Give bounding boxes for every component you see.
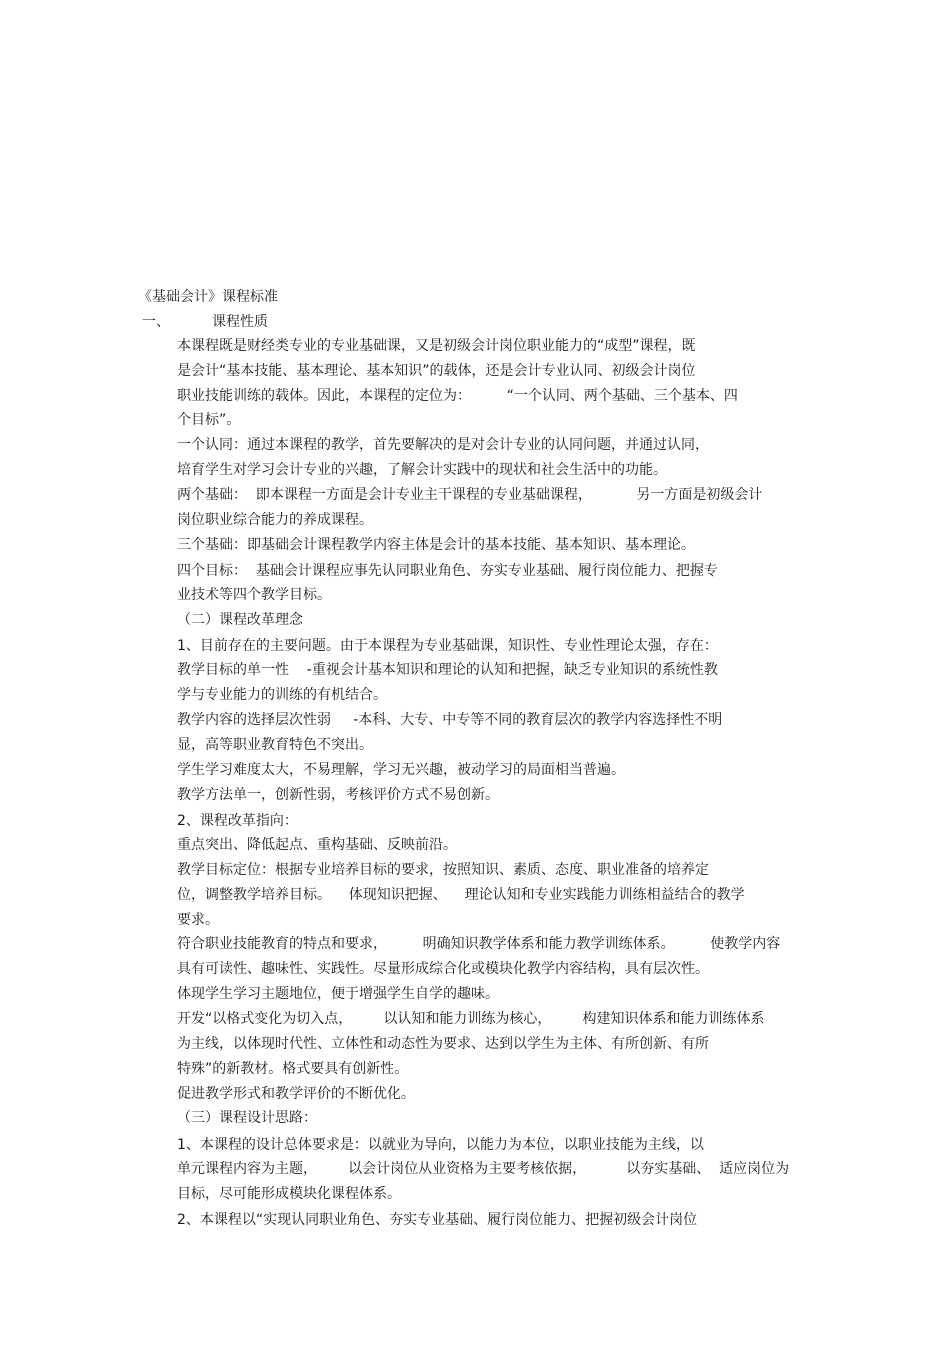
paragraph-line: 为主线，以体现时代性、立体性和动态性为要求、达到以学生为主体、有所创新、有所 [177,1036,709,1052]
paragraph-line: 1、本课程的设计总体要求是：以就业为导向，以能力为本位，以职业技能为主线，以 [177,1137,704,1153]
document-title: 《基础会计》课程标准 [138,289,278,305]
paragraph-line: 个目标”。 [177,412,241,428]
paragraph-line: 本课程既是财经类专业的专业基础课，又是初级会计岗位职业能力的“成型”课程，既 [177,338,696,354]
section-heading: 课程性质 [212,314,268,330]
paragraph-line: 开发“以格式变化为切入点， 以认知和能力训练为核心， 构建知识体系和能力训练体系 [177,1011,765,1027]
paragraph-line: 单元课程内容为主题， 以会计岗位从业资格为主要考核依据， 以夯实基础、 适应岗位为 [177,1161,790,1177]
paragraph-line: 促进教学形式和教学评价的不断优化。 [177,1086,415,1102]
paragraph-line: 2、课程改革指向： [177,813,298,829]
paragraph-line: 具有可读性、趣味性、实践性。尽量形成综合化或模块化教学内容结构，具有层次性。 [177,961,709,977]
paragraph-line: 2、本课程以“实现认同职业角色、夯实专业基础、履行岗位能力、把握初级会计岗位 [177,1212,698,1228]
paragraph-line: 重点突出、降低起点、重构基础、反映前沿。 [177,837,457,853]
paragraph-line: 目标，尽可能形成模块化课程体系。 [177,1186,401,1202]
paragraph-line: 业技术等四个教学目标。 [177,587,331,603]
paragraph-line: 一个认同：通过本课程的教学，首先要解决的是对会计专业的认同问题，并通过认同， [177,437,709,453]
paragraph-line: 符合职业技能教育的特点和要求， 明确知识教学体系和能力教学训练体系。 使教学内容 [177,936,781,952]
section-number: 一、 [142,314,170,330]
paragraph-line: 两个基础： 即本课程一方面是会计专业主干课程的专业基础课程， 另一方面是初级会计 [177,487,763,503]
paragraph-line: 教学目标的单一性 -重视会计基本知识和理论的认知和把握，缺乏专业知识的系统性教 [177,662,718,678]
paragraph-line: 培育学生对学习会计专业的兴趣，了解会计实践中的现状和社会生活中的功能。 [177,462,667,478]
paragraph-line: 体现学生学习主题地位，便于增强学生自学的趣味。 [177,986,499,1002]
paragraph-line: 位，调整教学培养目标。 体现知识把握、 理论认知和专业实践能力训练相益结合的教学 [177,887,745,903]
paragraph-line: 学与专业能力的训练的有机结合。 [177,687,387,703]
paragraph-line: 职业技能训练的载体。因此，本课程的定位为： “一个认同、两个基础、三个基本、四 [177,388,738,404]
paragraph-line: 教学方法单一，创新性弱，考核评价方式不易创新。 [177,787,499,803]
paragraph-line: 特殊”的新教材。格式要具有创新性。 [177,1061,409,1077]
paragraph-line: 是会计“基本技能、基本理论、基本知识”的载体，还是会计专业认同、初级会计岗位 [177,363,696,379]
paragraph-line: 岗位职业综合能力的养成课程。 [177,512,373,528]
paragraph-line: 要求。 [177,912,219,928]
paragraph-line: 教学内容的选择层次性弱 -本科、大专、中专等不同的教育层次的教学内容选择性不明 [177,712,723,728]
paragraph-line: 三个基础：即基础会计课程教学内容主体是会计的基本技能、基本知识、基本理论。 [177,537,695,553]
paragraph-line: 学生学习难度太大，不易理解，学习无兴趣，被动学习的局面相当普遍。 [177,762,625,778]
subsection-heading: （二）课程改革理念 [177,612,303,628]
paragraph-line: 1、目前存在的主要问题。由于本课程为专业基础课，知识性、专业性理论太强，存在： [177,638,718,654]
subsection-heading: （三）课程设计思路： [177,1110,317,1126]
paragraph-line: 显，高等职业教育特色不突出。 [177,737,373,753]
paragraph-line: 四个目标： 基础会计课程应事先认同职业角色、夯实专业基础、履行岗位能力、把握专 [177,563,718,579]
paragraph-line: 教学目标定位：根据专业培养目标的要求，按照知识、素质、态度、职业准备的培养定 [177,862,709,878]
